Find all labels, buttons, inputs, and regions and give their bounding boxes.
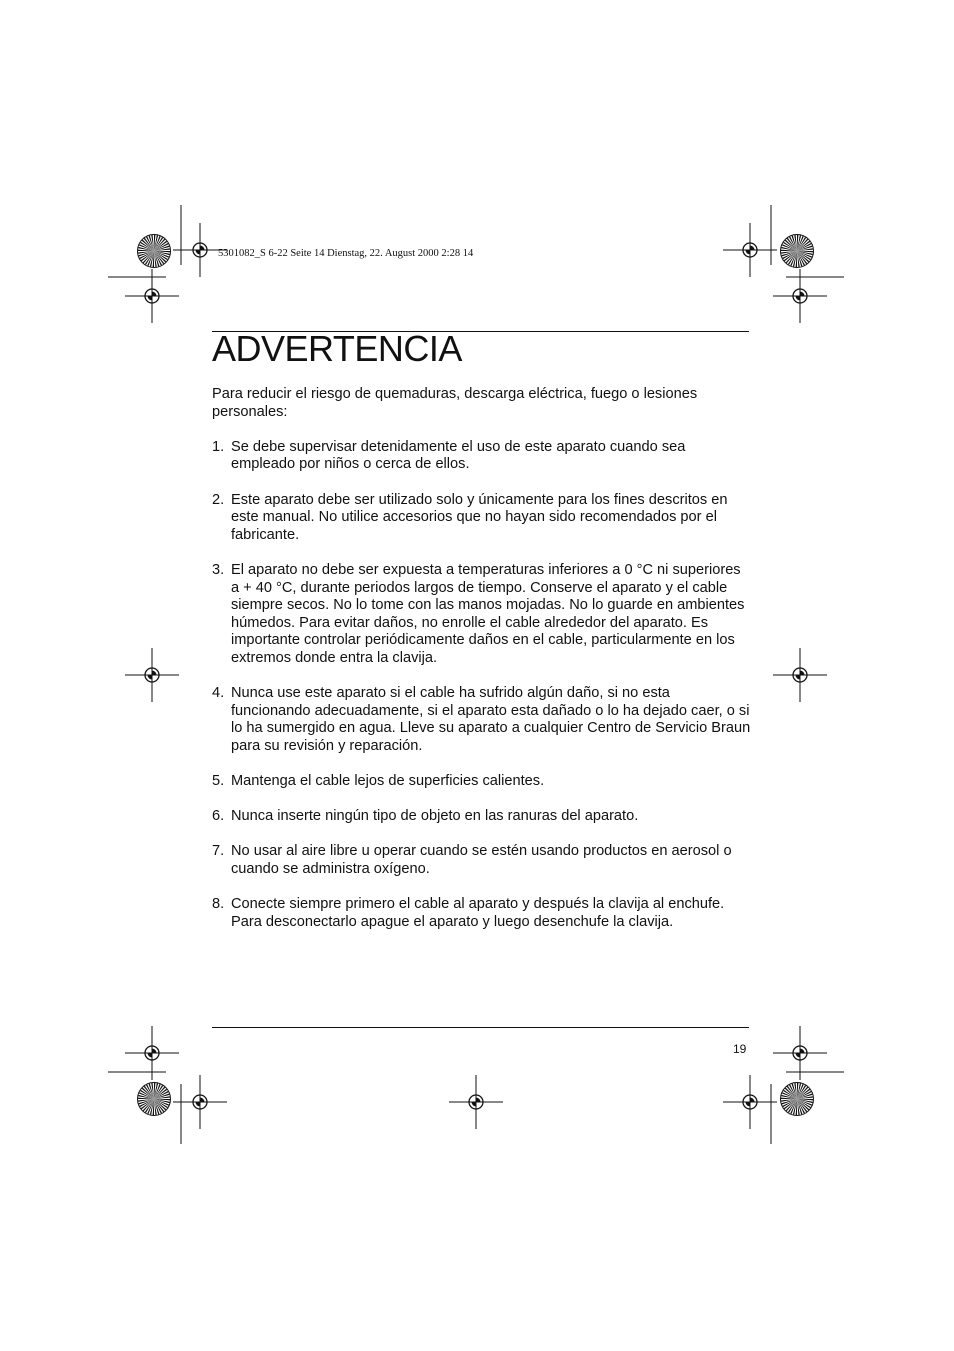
warning-content <box>212 386 752 949</box>
item-number: 1. <box>212 438 225 455</box>
item-text: Conecte siempre primero el cable al aparato y después la clavija al enchufe. Para desconectarlo apague el aparato y luego desenchufe la clavija. <box>231 896 725 930</box>
page-title: ADVERTENCIA <box>212 328 462 369</box>
registration-crosshair-icon <box>449 1075 503 1129</box>
item-number: 5. <box>212 773 225 790</box>
list-item <box>212 562 752 668</box>
warning-list <box>212 439 752 932</box>
item-text: Nunca use este aparato si el cable ha sufrido algún daño, si no esta funcionando adecuadamente, si el aparato esta dañado o lo ha dejado caer, o si lo ha sumergido en agua. Lleve su aparato a cualquier Centro de Servicio Braun para su revisión y reparación. <box>231 685 751 754</box>
item-number: 7. <box>212 843 225 860</box>
bottom-rule <box>212 1027 749 1028</box>
color-star-target-icon <box>138 235 171 268</box>
list-item <box>212 843 752 878</box>
item-text: Mantenga el cable lejos de superficies calientes. <box>231 773 545 790</box>
list-item <box>212 439 752 474</box>
print-slug: 5301082_S 6-22 Seite 14 Dienstag, 22. August 2000 2:28 14 <box>218 248 474 259</box>
item-text: Nunca inserte ningún tipo de objeto en las ranuras del aparato. <box>231 808 639 825</box>
registration-crosshair-icon <box>773 648 827 702</box>
registration-crosshair-icon <box>723 223 777 277</box>
item-number: 3. <box>212 561 225 578</box>
list-item <box>212 773 752 791</box>
list-item <box>212 896 752 931</box>
item-text: Se debe supervisar detenidamente el uso de este aparato cuando sea empleado por niños o cerca de ellos. <box>231 438 686 473</box>
item-text: El aparato no debe ser expuesta a temperaturas inferiores a 0 °C ni superiores a + 40 °C, durante periodos largos de tiempo. Conserve el aparato y el cable siempre secos. No lo tome con las manos mojadas. No lo guarde en ambientes húmedos. Para evitar daños, no enrolle el cable alrededor del aparato. Es importante controlar periódicamente daños en el cable, particularmente en los extremos donde entra la clavija. <box>231 561 745 666</box>
list-item <box>212 808 752 826</box>
item-text: No usar al aire libre u operar cuando se estén usando productos en aerosol o cuando se administra oxígeno. <box>231 843 732 878</box>
color-star-target-icon <box>781 1083 814 1116</box>
registration-crosshair-icon <box>125 648 179 702</box>
list-item <box>212 685 752 755</box>
registration-crosshair-icon <box>723 1075 777 1129</box>
item-number: 8. <box>212 896 225 913</box>
color-star-target-icon <box>138 1083 171 1116</box>
intro-text: Para reducir el riesgo de quemaduras, descarga eléctrica, fuego o lesiones personales: <box>212 386 698 420</box>
item-number: 2. <box>212 491 225 508</box>
color-star-target-icon <box>781 235 814 268</box>
item-number: 4. <box>212 685 225 702</box>
item-text: Este aparato debe ser utilizado solo y únicamente para los fines descritos en este manual. No utilice accesorios que no hayan sido recomendados por el fabricante. <box>231 491 728 543</box>
item-number: 6. <box>212 808 225 825</box>
list-item <box>212 492 752 545</box>
page-number: 19 <box>733 1042 747 1056</box>
